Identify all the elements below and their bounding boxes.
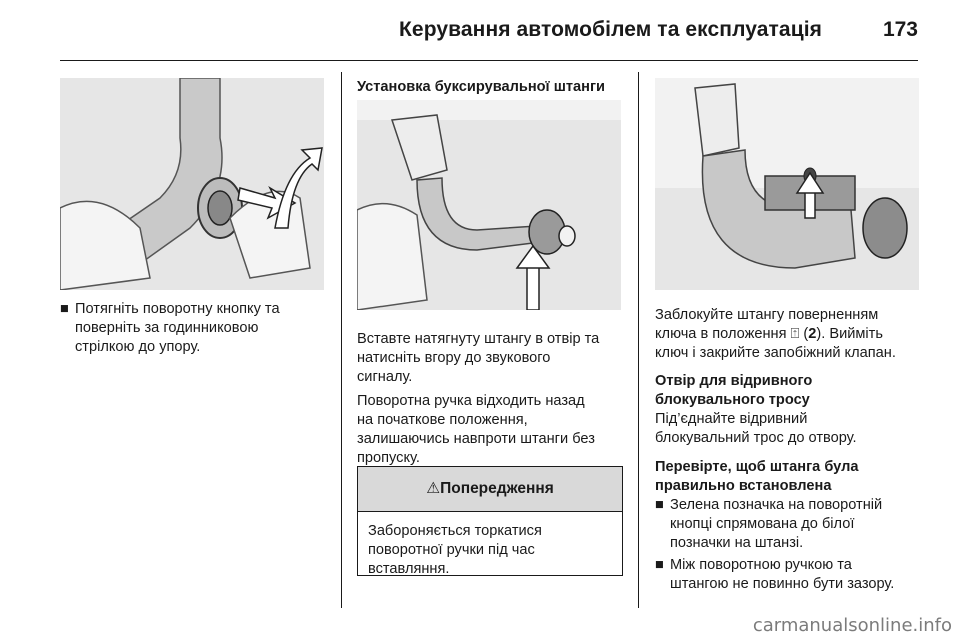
lock-symbol-icon: ⍐ xyxy=(790,326,800,342)
instruction-paragraph: Вставте натягнуту штангу в отвір та натисніть вгору до звукового сигналу. xyxy=(357,331,600,385)
illustration-lock-key xyxy=(655,78,919,290)
instruction-paragraph: Заблокуйте штангу поверненням ключа в положення ⍐ (2). Вийміть ключ і закрийте запобіжний клапан. xyxy=(655,307,896,361)
bullet-text: Між поворотною ручкою та штангою не повинно бути зазору. xyxy=(670,557,895,592)
illustration-rotary-knob xyxy=(60,78,324,290)
warning-text: Забороняється торкатися поворотної ручки під час вставляння. xyxy=(368,523,542,577)
bullet-mark: ■ xyxy=(655,497,664,513)
bullet-mark: ■ xyxy=(60,301,69,317)
bullet-text: Зелена позначка на поворотній кнопці спрямована до білої позначки на штанзі. xyxy=(670,497,883,551)
position-number: 2 xyxy=(808,326,817,342)
warning-header xyxy=(358,467,622,512)
section-heading: Отвір для відривного блокувального тросу xyxy=(655,373,813,408)
illustration-insert-bar xyxy=(357,100,621,310)
column-divider xyxy=(638,72,639,608)
page-header xyxy=(60,0,918,61)
chapter-title: Керування автомобілем та експлуатація xyxy=(399,18,822,41)
para-text: Заблокуйте штангу поверненням ключа в положення xyxy=(655,307,879,342)
bullet-text: Потягніть поворотну кнопку та поверніть за годинниковою стрілкою до упору. xyxy=(75,301,280,355)
warning-title: Попередження xyxy=(440,480,554,497)
warning-box xyxy=(357,466,623,576)
section-heading: Перевірте, щоб штанга була правильно встановлена xyxy=(655,459,859,494)
para-text: ). Вийміть ключ і закрийте запобіжний клапан. xyxy=(655,326,896,361)
bullet-mark: ■ xyxy=(655,557,664,573)
instruction-paragraph: Під’єднайте відривний блокувальний трос до отвору. xyxy=(655,411,857,446)
watermark: carmanualsonline.info xyxy=(752,615,952,636)
instruction-paragraph: Поворотна ручка відходить назад на початкове положення, залишаючись навпроти штанги без пропуску. xyxy=(357,393,595,466)
section-heading: Установка буксирувальної штанги xyxy=(357,79,606,95)
column-divider xyxy=(341,72,342,608)
warning-icon: ⚠ xyxy=(426,480,441,497)
page-number: 173 xyxy=(882,18,918,41)
